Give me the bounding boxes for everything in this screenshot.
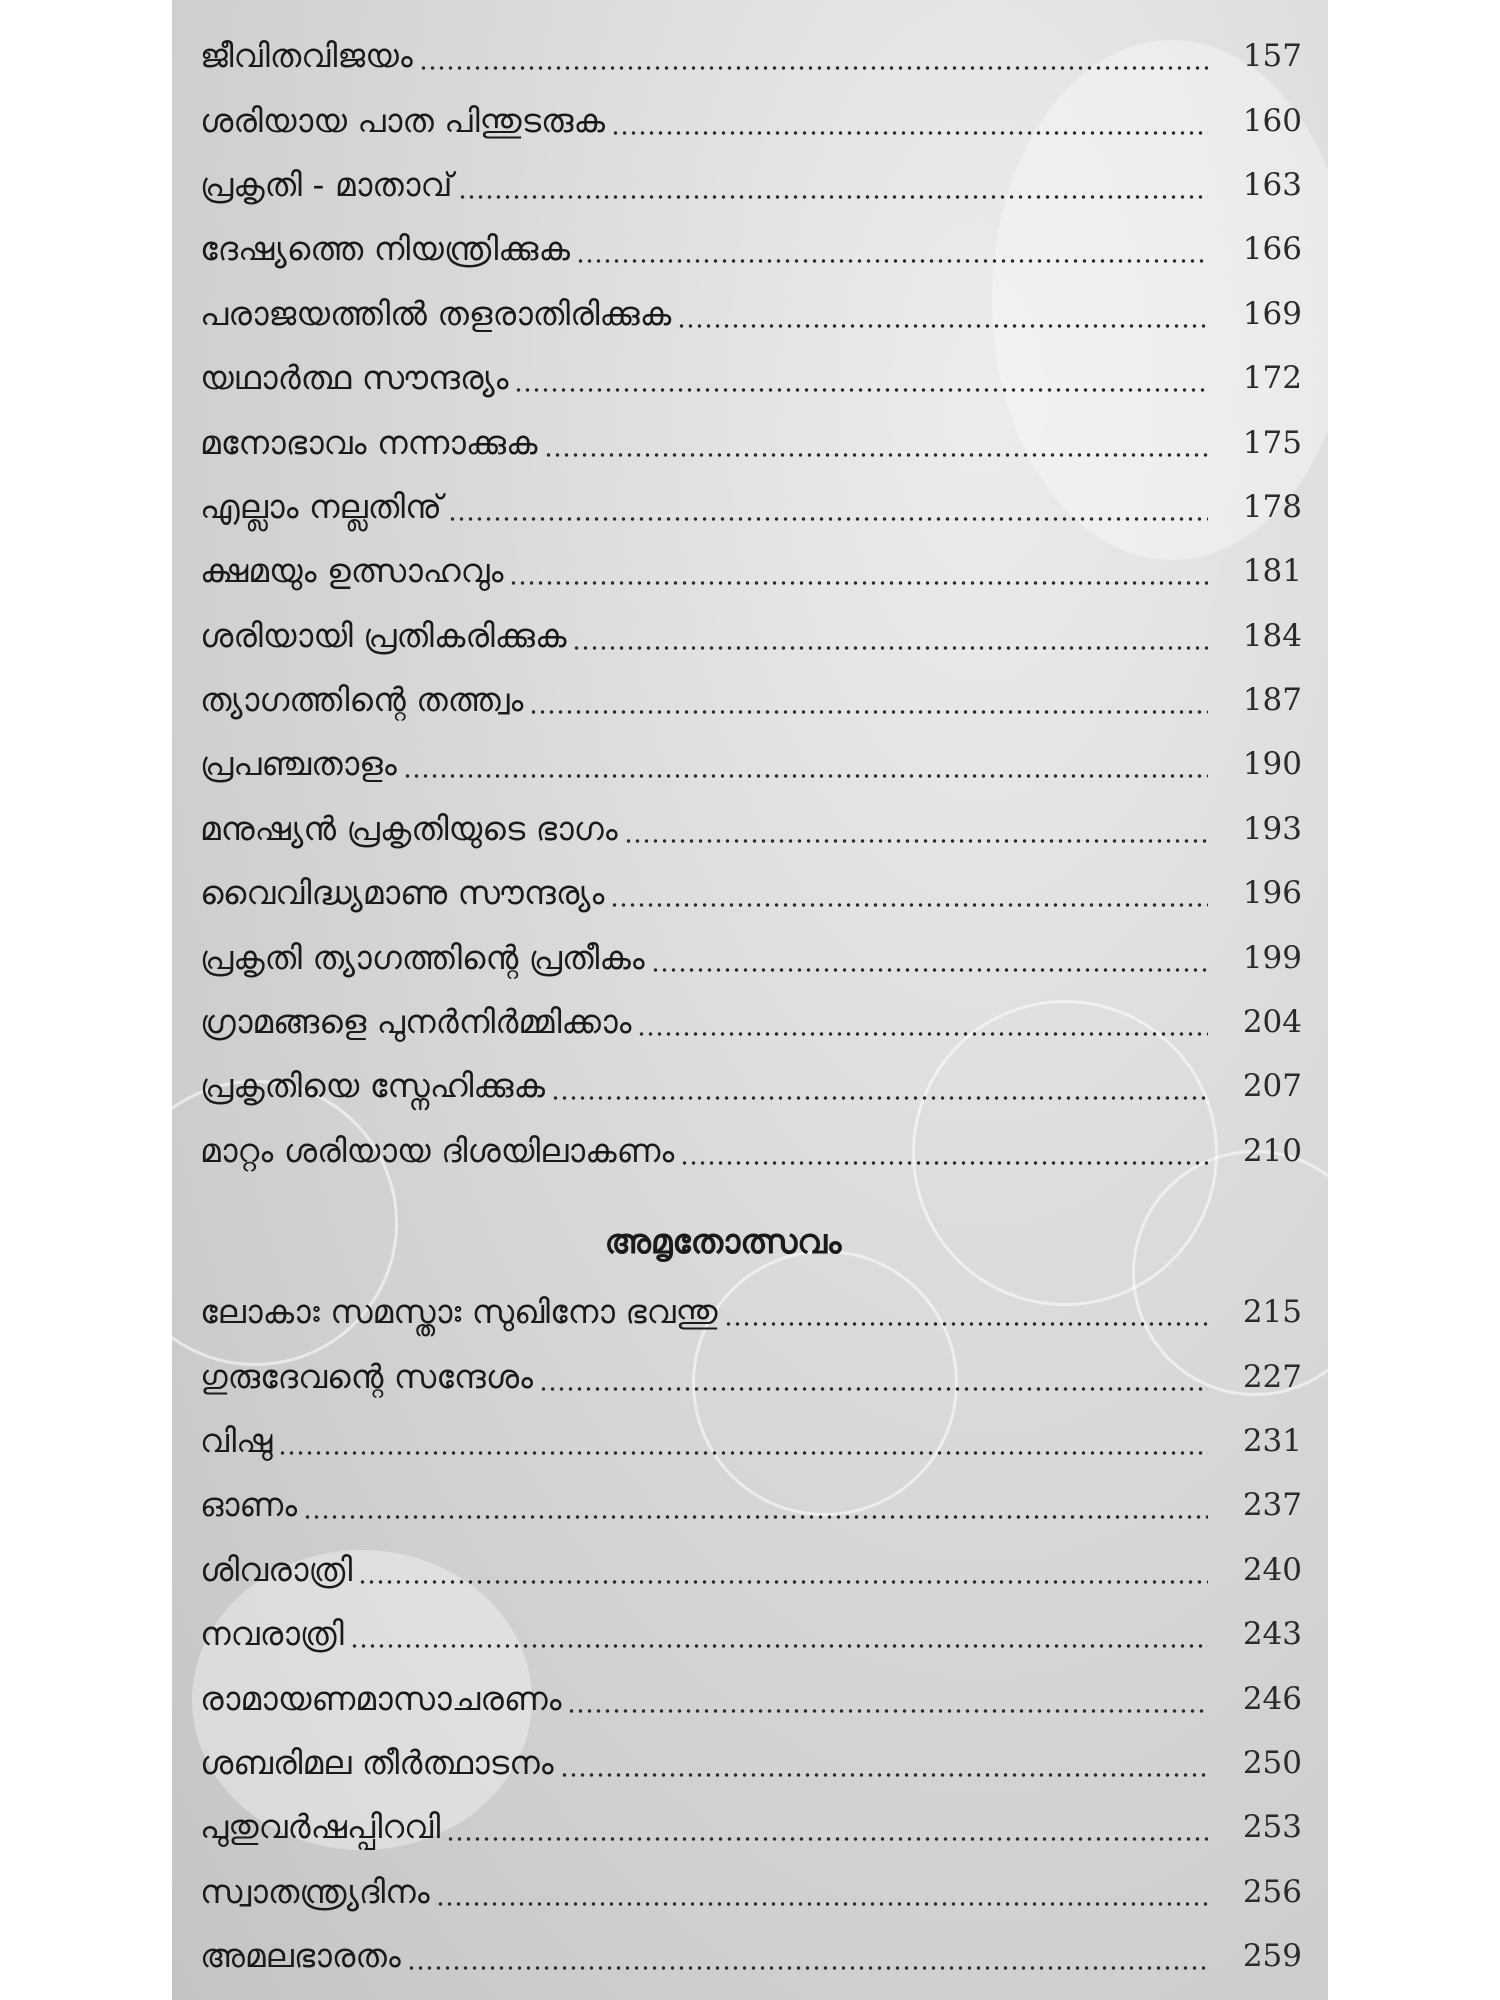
page-number: 157 xyxy=(1242,38,1302,75)
entry-title: ജീവിതവിജയം xyxy=(200,36,413,76)
dot-leader xyxy=(350,1644,1208,1648)
section-heading: അമൃതോത്സവം xyxy=(604,1222,842,1262)
toc-entry xyxy=(200,88,1302,152)
toc-entry xyxy=(200,282,1302,346)
page-number: 184 xyxy=(1242,617,1302,654)
dot-leader xyxy=(436,1902,1208,1906)
entry-title: മാറ്റം ശരിയായ ദിശയിലാകണം xyxy=(200,1130,675,1170)
entry-title: പരാജയത്തിൽ തളരാതിരിക്കുക xyxy=(200,293,672,333)
dot-leader xyxy=(448,517,1208,521)
page-number: 253 xyxy=(1242,1809,1302,1846)
entry-title: അമലഭാരതം xyxy=(200,1936,401,1976)
section-table-of-contents xyxy=(200,1280,1302,1988)
page-number: 181 xyxy=(1242,553,1302,590)
table-of-contents xyxy=(200,24,1302,1183)
toc-entry xyxy=(200,861,1302,925)
toc-entry xyxy=(200,1344,1302,1408)
toc-entry xyxy=(200,925,1302,989)
toc-entry xyxy=(200,475,1302,539)
entry-title: ശരിയായി പ്രതികരിക്കുക xyxy=(200,615,567,655)
entry-title: ഗ്രാമങ്ങളെ പുനർനിർമ്മിക്കാം xyxy=(200,1002,632,1042)
page-number: 193 xyxy=(1242,810,1302,847)
page-number: 175 xyxy=(1242,424,1302,461)
book-page xyxy=(172,0,1328,2000)
page-number: 210 xyxy=(1242,1132,1302,1169)
toc-entry xyxy=(200,1602,1302,1666)
entry-title: ത്യാഗത്തിന്റെ തത്ത്വം xyxy=(200,680,524,720)
entry-title: വൈവിദ്ധ്യമാണു സൗന്ദര്യം xyxy=(200,873,605,913)
page-number: 163 xyxy=(1242,166,1302,203)
page-number: 190 xyxy=(1242,746,1302,783)
dot-leader xyxy=(539,1387,1208,1391)
toc-entry xyxy=(200,1666,1302,1730)
dot-leader xyxy=(680,1161,1208,1165)
dot-leader xyxy=(509,581,1208,585)
entry-title: യഥാർത്ഥ സൗന്ദര്യം xyxy=(200,358,509,398)
dot-leader xyxy=(677,324,1208,328)
toc-entry xyxy=(200,1924,1302,1988)
toc-entry xyxy=(200,990,1302,1054)
toc-entry xyxy=(200,732,1302,796)
toc-entry xyxy=(200,668,1302,732)
entry-title: പ്രകൃതിയെ സ്നേഹിക്കുക xyxy=(200,1066,546,1106)
dot-leader xyxy=(544,453,1208,457)
page-number: 259 xyxy=(1242,1938,1302,1975)
toc-entry xyxy=(200,217,1302,281)
page-number: 243 xyxy=(1242,1616,1302,1653)
dot-leader xyxy=(572,646,1208,650)
entry-title: പ്രകൃതി ത്യാഗത്തിന്റെ പ്രതീകം xyxy=(200,937,645,977)
dot-leader xyxy=(637,1032,1208,1036)
dot-leader xyxy=(724,1322,1208,1326)
toc-entry xyxy=(200,539,1302,603)
toc-entry xyxy=(200,1795,1302,1859)
entry-title: പ്രപഞ്ചതാളം xyxy=(200,744,397,784)
toc-entry xyxy=(200,797,1302,861)
dot-leader xyxy=(560,1773,1208,1777)
entry-title: ഗുരുദേവന്റെ സന്ദേശം xyxy=(200,1356,533,1396)
toc-entry xyxy=(200,1054,1302,1118)
dot-leader xyxy=(358,1580,1208,1584)
entry-title: ലോകാഃ സമസ്താഃ സുഖിനോ ഭവന്തു xyxy=(200,1292,718,1332)
page-number: 160 xyxy=(1242,102,1302,139)
entry-title: വിഷു xyxy=(200,1420,273,1460)
page-number: 169 xyxy=(1242,295,1302,332)
entry-title: സ്വാതന്ത്ര്യദിനം xyxy=(200,1871,430,1911)
dot-leader xyxy=(610,903,1208,907)
toc-entry xyxy=(200,1119,1302,1183)
page-number: 166 xyxy=(1242,231,1302,268)
dot-leader xyxy=(458,195,1208,199)
dot-leader xyxy=(278,1451,1208,1455)
dot-leader xyxy=(624,839,1208,843)
entry-title: ശരിയായ പാത പിന്തുടരുക xyxy=(200,100,605,140)
dot-leader xyxy=(651,968,1208,972)
entry-title: ക്ഷമയും ഉത്സാഹവും xyxy=(200,551,504,591)
page-number: 199 xyxy=(1242,939,1302,976)
page-number: 178 xyxy=(1242,488,1302,525)
dot-leader xyxy=(419,66,1208,70)
entry-title: രാമായണമാസാചരണം xyxy=(200,1678,562,1718)
toc-entry xyxy=(200,1409,1302,1473)
page-number: 256 xyxy=(1242,1873,1302,1910)
page-number: 227 xyxy=(1242,1358,1302,1395)
toc-entry xyxy=(200,1473,1302,1537)
toc-entry xyxy=(200,410,1302,474)
dot-leader xyxy=(576,259,1208,263)
entry-title: പുതുവർഷപ്പിറവി xyxy=(200,1807,441,1847)
dot-leader xyxy=(403,774,1208,778)
page-number: 250 xyxy=(1242,1744,1302,1781)
page-number: 196 xyxy=(1242,875,1302,912)
page-number: 204 xyxy=(1242,1004,1302,1041)
page-number: 207 xyxy=(1242,1068,1302,1105)
entry-title: എല്ലാം നല്ലതിനു് xyxy=(200,486,442,526)
dot-leader xyxy=(551,1096,1208,1100)
dot-leader xyxy=(611,131,1208,135)
dot-leader xyxy=(303,1515,1208,1519)
dot-leader xyxy=(514,388,1208,392)
page-number: 231 xyxy=(1242,1422,1302,1459)
toc-entry xyxy=(200,1538,1302,1602)
entry-title: ദേഷ്യത്തെ നിയന്ത്രിക്കുക xyxy=(200,229,570,269)
toc-entry xyxy=(200,1860,1302,1924)
page-number: 246 xyxy=(1242,1680,1302,1717)
page-number: 237 xyxy=(1242,1487,1302,1524)
entry-title: മനുഷ്യൻ പ്രകൃതിയുടെ ഭാഗം xyxy=(200,808,618,848)
dot-leader xyxy=(529,710,1208,714)
toc-entry xyxy=(200,1731,1302,1795)
toc-entry xyxy=(200,346,1302,410)
dot-leader xyxy=(567,1709,1208,1713)
toc-entry xyxy=(200,24,1302,88)
entry-title: ശബരിമല തീർത്ഥാടനം xyxy=(200,1742,554,1782)
toc-entry xyxy=(200,604,1302,668)
entry-title: നവരാത്രി xyxy=(200,1614,344,1654)
page-number: 215 xyxy=(1242,1294,1302,1331)
dot-leader xyxy=(446,1837,1208,1841)
toc-entry xyxy=(200,1280,1302,1344)
dot-leader xyxy=(407,1966,1208,1970)
page-number: 240 xyxy=(1242,1551,1302,1588)
entry-title: ശിവരാത്രി xyxy=(200,1549,353,1589)
page-number: 187 xyxy=(1242,682,1302,719)
entry-title: പ്രകൃതി - മാതാവ് xyxy=(200,164,453,204)
entry-title: ഓണം xyxy=(200,1485,298,1525)
toc-entry xyxy=(200,153,1302,217)
entry-title: മനോഭാവം നന്നാക്കുക xyxy=(200,422,538,462)
page-number: 172 xyxy=(1242,360,1302,397)
